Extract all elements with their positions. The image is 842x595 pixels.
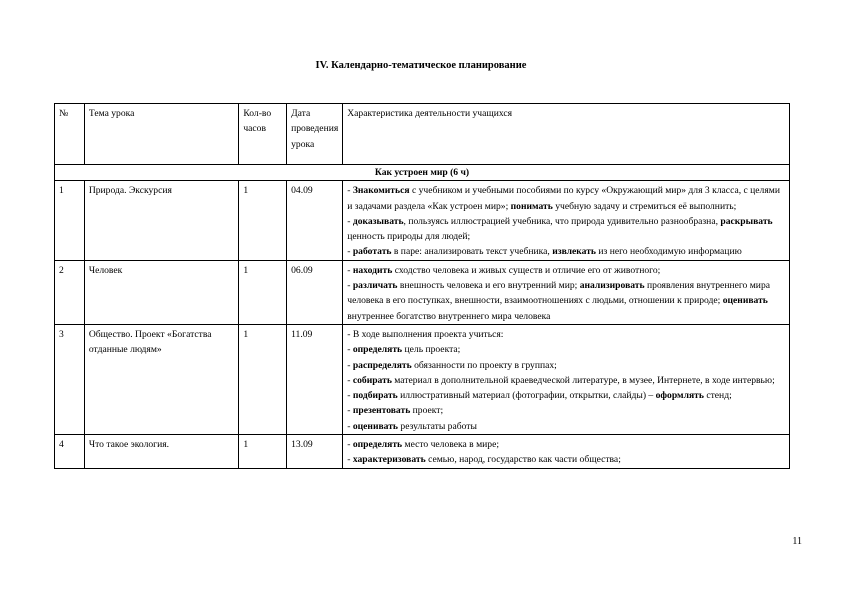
cell-date: 06.09	[287, 260, 343, 324]
section-row	[55, 165, 790, 181]
activity-line	[347, 437, 785, 452]
section-title: Как устроен мир (6 ч)	[55, 165, 790, 181]
activity-text: - В ходе выполнения проекта учиться:	[347, 328, 504, 340]
cell-topic: Человек	[84, 260, 239, 324]
activity-verb: оценивать	[722, 295, 768, 307]
activity-line	[347, 278, 785, 324]
activity-verb: оформлять	[655, 390, 704, 402]
cell-date: 04.09	[287, 181, 343, 260]
activity-line	[347, 342, 785, 357]
header-number: №	[55, 104, 85, 165]
page-number: 11	[792, 536, 802, 547]
activity-line	[347, 419, 785, 434]
activity-line	[347, 327, 785, 342]
activity-text: -	[347, 359, 353, 371]
cell-activity	[343, 181, 790, 260]
cell-activity	[343, 324, 790, 434]
cell-number: 4	[55, 435, 85, 469]
cell-hours: 1	[239, 435, 287, 469]
cell-hours: 1	[239, 181, 287, 260]
table-row	[55, 181, 790, 260]
activity-verb: определять	[352, 439, 403, 451]
activity-verb: оценивать	[352, 420, 398, 432]
cell-topic: Природа. Экскурсия	[84, 181, 239, 260]
activity-text: -	[347, 420, 353, 432]
activity-text: цель проекта;	[402, 344, 461, 356]
activity-line	[347, 263, 785, 278]
activity-verb: понимать	[510, 200, 553, 212]
cell-hours: 1	[239, 260, 287, 324]
cell-number: 2	[55, 260, 85, 324]
activity-verb: различать	[352, 280, 398, 292]
activity-text: сходство человека и живых существ и отличие его от животного;	[392, 264, 661, 276]
header-hours: Кол-во часов	[239, 104, 287, 165]
activity-text: иллюстративный материал (фотографии, открытки, слайды) –	[397, 390, 656, 402]
header-activity: Характеристика деятельности учащихся	[343, 104, 790, 165]
activity-text: -	[347, 390, 353, 402]
activity-verb: подбирать	[352, 390, 398, 402]
activity-text: -	[347, 185, 353, 197]
activity-text: -	[347, 405, 353, 417]
activity-text: место человека в мире;	[402, 439, 500, 451]
activity-verb: доказывать	[352, 215, 404, 227]
activity-text: обязанности по проекту в группах;	[411, 359, 557, 371]
cell-activity	[343, 260, 790, 324]
cell-number: 1	[55, 181, 85, 260]
cell-topic: Общество. Проект «Богатства отданные людям»	[84, 324, 239, 434]
activity-verb: определять	[352, 344, 403, 356]
activity-text: учебную задачу и стремиться её выполнить;	[552, 200, 737, 212]
planning-table	[54, 103, 790, 469]
activity-verb: собирать	[352, 374, 392, 386]
activity-text: семью, народ, государство как части общества;	[425, 454, 621, 466]
activity-verb: характеризовать	[352, 454, 426, 466]
activity-text: -	[347, 280, 353, 292]
table-header-row	[55, 104, 790, 165]
activity-line	[347, 452, 785, 467]
activity-line	[347, 183, 785, 214]
activity-line	[347, 388, 785, 403]
table-row	[55, 324, 790, 434]
activity-line	[347, 358, 785, 373]
activity-verb: работать	[352, 246, 392, 258]
activity-text: с учебником и учебными пособиями по курсу «Окружающий мир» для 3 класса, с целями и задачами раздела «Как устроен мир»;	[347, 185, 780, 212]
activity-verb: распределять	[352, 359, 412, 371]
cell-topic: Что такое экология.	[84, 435, 239, 469]
activity-text: внешность человека и его внутренний мир;	[397, 280, 580, 292]
activity-text: результаты работы	[398, 420, 477, 432]
header-date: Дата проведения урока	[287, 104, 343, 165]
activity-line	[347, 244, 785, 259]
activity-text: внутреннее богатство внутреннего мира человека	[347, 310, 551, 322]
table-row	[55, 435, 790, 469]
table-row	[55, 260, 790, 324]
activity-verb: находить	[352, 264, 393, 276]
activity-verb: Знакомиться	[352, 185, 410, 197]
activity-text: в паре: анализировать текст учебника,	[391, 246, 553, 258]
activity-text: проект;	[410, 405, 444, 417]
activity-text: -	[347, 454, 353, 466]
activity-text: ценность природы для людей;	[347, 231, 471, 243]
activity-text: -	[347, 264, 353, 276]
activity-text: материал в дополнительной краеведческой литературе, в музее, Интернете, в ходе интервью;	[391, 374, 775, 386]
cell-date: 11.09	[287, 324, 343, 434]
page-title: IV. Календарно-тематическое планирование	[315, 60, 527, 71]
cell-date: 13.09	[287, 435, 343, 469]
activity-text: , пользуясь иллюстрацией учебника, что природа удивительно разнообразна,	[403, 215, 721, 227]
activity-text: -	[347, 439, 353, 451]
activity-text: -	[347, 246, 353, 258]
activity-text: -	[347, 374, 353, 386]
activity-line	[347, 214, 785, 245]
activity-text: стенд;	[703, 390, 732, 402]
header-topic: Тема урока	[84, 104, 239, 165]
activity-line	[347, 373, 785, 388]
activity-verb: презентовать	[352, 405, 411, 417]
activity-text: проявления внутреннего мира человека в его поступках, внешности, взаимоотношениях с людьми, отношении к природе;	[347, 280, 770, 307]
activity-text: -	[347, 344, 353, 356]
table-body	[55, 165, 790, 469]
activity-verb: раскрывать	[720, 215, 773, 227]
activity-line	[347, 403, 785, 418]
activity-text: -	[347, 215, 353, 227]
activity-text: из него необходимую информацию	[596, 246, 742, 258]
cell-hours: 1	[239, 324, 287, 434]
activity-verb: извлекать	[552, 246, 596, 258]
cell-activity	[343, 435, 790, 469]
cell-number: 3	[55, 324, 85, 434]
activity-verb: анализировать	[579, 280, 645, 292]
